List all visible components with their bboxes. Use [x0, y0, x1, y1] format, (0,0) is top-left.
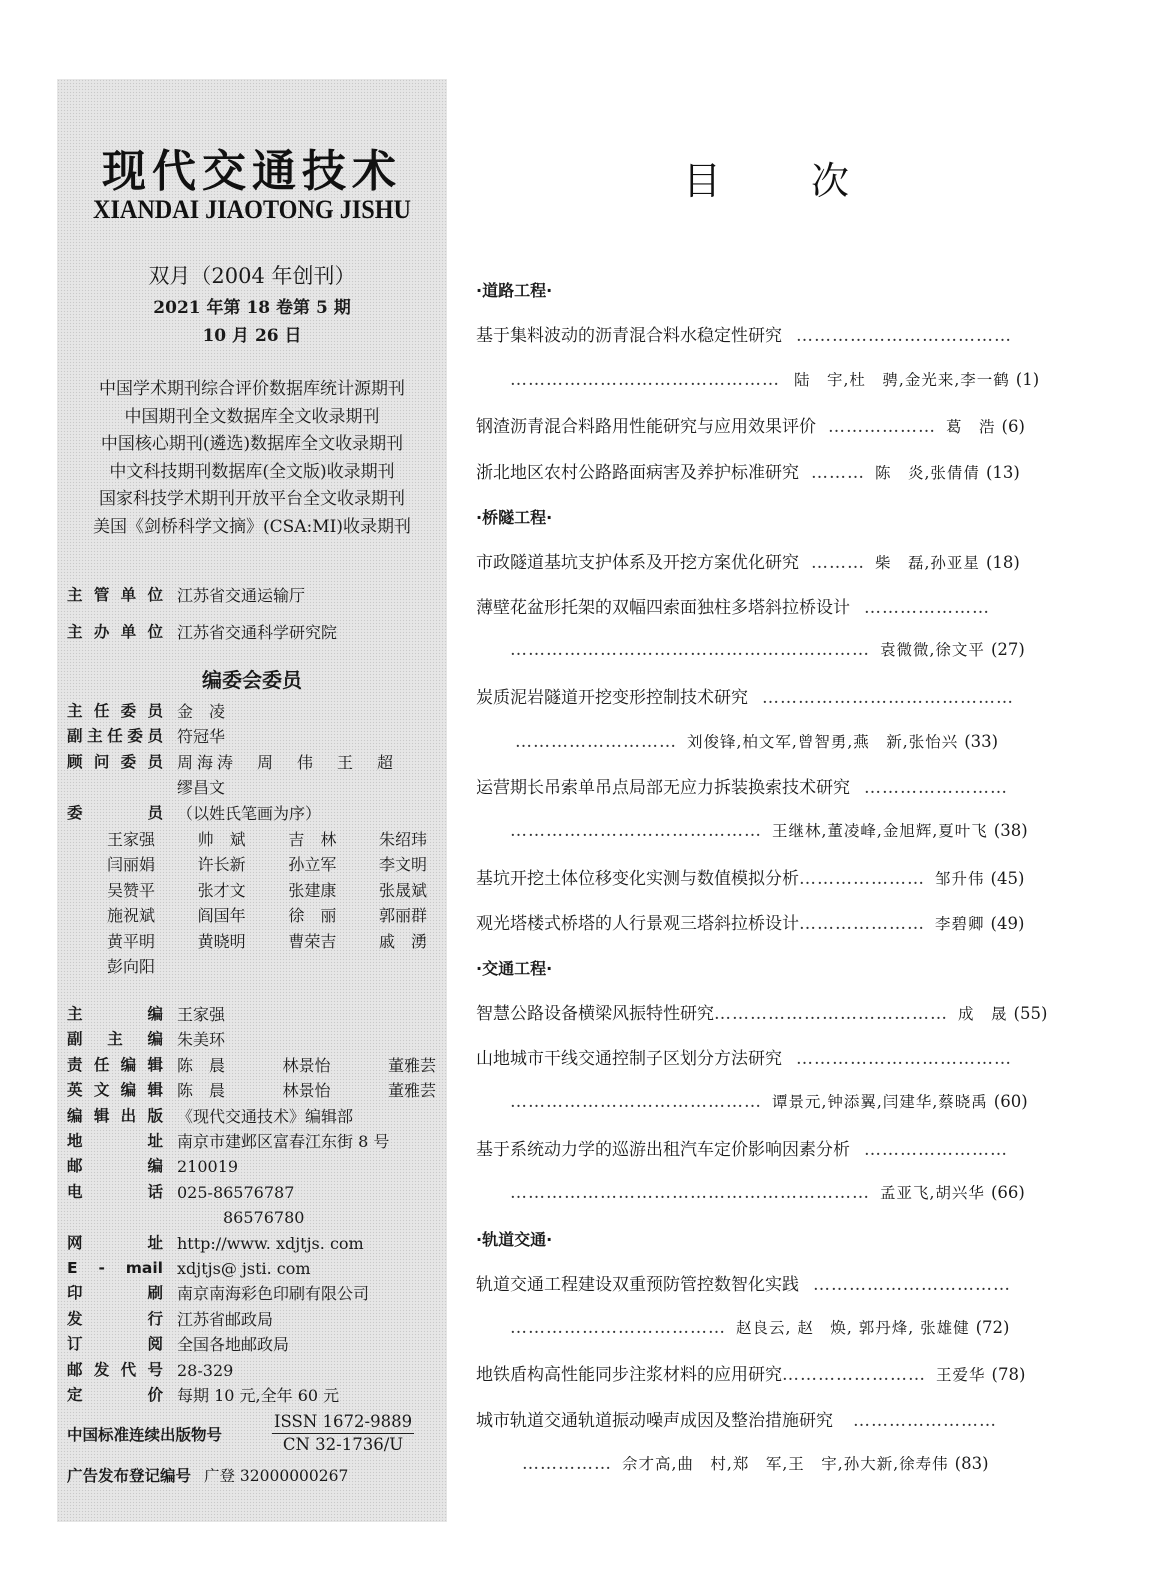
member-name: 戚 湧: [378, 931, 427, 951]
toc-entry-title[interactable]: 基于集料波动的沥青混合料水稳定性研究: [476, 326, 782, 346]
toc-title-char-1: 目: [683, 159, 722, 203]
toc-entry-cont: …………………………………………………… 袁微微,徐文平 (27): [510, 640, 1025, 660]
toc-entry-authors: 孟亚飞,胡兴华: [880, 1184, 985, 1202]
advisors-line-2: 缪昌文: [177, 778, 226, 798]
toc-entry-authors: 陆 宇,杜 骋,金光来,李一鹤: [794, 371, 1010, 389]
email-label: E - mail: [67, 1259, 163, 1278]
indexing-list: [57, 376, 447, 541]
toc-entry[interactable]: 运营期长吊索单吊点局部无应力拆装换索技术研究 ……………………: [476, 773, 1008, 798]
supervisor: 江苏省交通运输厅: [177, 586, 306, 605]
toc-entry-title[interactable]: 市政隧道基坑支护体系及开挖方案优化研究: [476, 553, 799, 573]
director: 金 凌: [177, 702, 226, 721]
resp-editors: [177, 1053, 442, 1078]
toc-entry-page: (72): [975, 1318, 1010, 1337]
publisher-label: 编 辑 出 版: [67, 1106, 163, 1125]
advisor-label: 顾 问 委 员: [67, 752, 163, 771]
toc-entry-page: (1): [1015, 370, 1040, 389]
ad-number: 广登 32000000267: [203, 1467, 349, 1485]
toc-entry-page: (13): [985, 463, 1020, 482]
toc-title: [683, 150, 849, 205]
member-name: 张才文: [197, 880, 246, 900]
section-heading: ·道路工程·: [476, 281, 553, 300]
members-note: （以姓氏笔画为序）: [177, 803, 322, 823]
en-editor: 董雅芸: [387, 1081, 436, 1101]
print-label: 印 刷: [67, 1284, 163, 1303]
toc-entry-authors: 刘俊锋,柏文军,曾智勇,燕 新,张怡兴: [687, 733, 959, 751]
zip: 210019: [177, 1157, 239, 1177]
phone-2: 86576780: [223, 1208, 305, 1228]
resp-editor: 董雅芸: [387, 1055, 436, 1075]
toc-entry-page: (18): [985, 553, 1020, 572]
en-editor: 陈 晨: [177, 1081, 226, 1101]
phone-label: 电 话: [67, 1182, 163, 1201]
toc-entry-authors: 邹升伟: [935, 870, 985, 888]
issue-date: 10 月 26 日: [202, 326, 302, 346]
toc-entry-page: (45): [990, 869, 1025, 888]
en-editors: [177, 1078, 442, 1103]
toc-entry-title[interactable]: 钢渣沥青混合料路用性能研究与应用效果评价: [476, 417, 816, 437]
toc-entry-cont: ……………………………… 赵良云, 赵 焕, 郭丹烽, 张雄健 (72): [510, 1318, 1010, 1338]
member-name: 许长新: [197, 855, 246, 875]
toc-entry-authors: 李碧卿: [935, 915, 985, 933]
toc-entry-page: (66): [990, 1183, 1025, 1202]
vice-director: 符冠华: [177, 727, 226, 747]
zip-label: 邮 编: [67, 1157, 163, 1176]
ad-registration: [67, 1464, 348, 1486]
toc-entry-cont: …………………………………………………… 孟亚飞,胡兴华 (66): [510, 1183, 1025, 1203]
member-name: 朱绍玮: [378, 830, 427, 849]
indexing-item: 国家科技学术期刊开放平台全文收录期刊: [99, 489, 405, 509]
cn-number: CN 32-1736/U: [282, 1435, 404, 1454]
resp-editor: 林景怡: [282, 1055, 331, 1075]
indexing-item: 中文科技期刊数据库(全文版)收录期刊: [109, 461, 395, 482]
toc-entry[interactable]: 市政隧道基坑支护体系及开挖方案优化研究 ……… 柴 磊,孙亚星 (18): [476, 548, 1020, 573]
member-name: 阎国年: [197, 906, 246, 926]
postcode: 28-329: [177, 1360, 234, 1380]
toc-entry-title[interactable]: 山地城市干线交通控制子区划分方法研究: [476, 1049, 782, 1069]
address-label: 地 址: [67, 1132, 163, 1151]
toc-entry-cont: …………… 佘才高,曲 村,郑 军,王 宇,孙大新,徐寿伟 (83): [522, 1454, 989, 1474]
sponsor-label: 主 办 单 位: [67, 623, 163, 641]
serial-fraction: [272, 1411, 414, 1456]
member-name: 黄晓明: [197, 931, 246, 951]
staff-info: [67, 1002, 442, 1409]
member-row: [107, 852, 427, 877]
member-name: 黄平明: [107, 931, 156, 951]
board-list: [67, 699, 442, 826]
website: http://www. xdjtjs. com: [177, 1233, 364, 1253]
price-label: 定 价: [67, 1386, 163, 1405]
toc-entry-authors: 葛 浩: [946, 418, 996, 436]
web-label: 网 址: [67, 1233, 163, 1252]
section-heading: ·轨道交通·: [476, 1230, 553, 1249]
resp-editor-label: 责 任 编 辑: [67, 1055, 163, 1074]
resp-editor: 陈 晨: [177, 1055, 226, 1075]
member-row: [107, 827, 427, 852]
toc-entry-authors: 佘才高,曲 村,郑 军,王 宇,孙大新,徐寿伟: [622, 1455, 949, 1473]
toc-entry[interactable]: 基于集料波动的沥青混合料水稳定性研究 ………………………………: [476, 321, 1012, 346]
member-name: 施祝斌: [107, 906, 156, 926]
toc-entry[interactable]: 基坑开挖土体位移变化实测与数值模拟分析 ………………… 邹升伟 (45): [476, 864, 1024, 889]
subscription: 全国各地邮政局: [177, 1335, 290, 1355]
sponsor: 江苏省交通科学研究院: [177, 623, 338, 642]
journal-title-en: XIANDAI JIAOTONG JISHU: [92, 195, 411, 224]
toc-entry[interactable]: 钢渣沥青混合料路用性能研究与应用效果评价 ……………… 葛 浩 (6): [476, 412, 1025, 437]
toc-entry-page: (49): [990, 914, 1025, 933]
toc-entry[interactable]: 地铁盾构高性能同步注浆材料的应用研究 …………………… 王爱华 (78): [476, 1360, 1025, 1385]
toc-entry-authors: 陈 炎,张倩倩: [875, 464, 980, 482]
indexing-item: 美国《剑桥科学文摘》(CSA:MI)收录期刊: [92, 516, 412, 537]
toc-entry-title[interactable]: 薄壁花盆形托架的双幅四索面独柱多塔斜拉桥设计: [476, 598, 850, 618]
member-name: 曹荣吉: [288, 931, 337, 951]
en-editor: 林景怡: [282, 1081, 331, 1101]
indexing-item: 中国期刊全文数据库全文收录期刊: [124, 406, 380, 427]
indexing-item: 中国核心期刊(遴选)数据库全文收录期刊: [100, 434, 404, 454]
toc-entry[interactable]: 轨道交通工程建设双重预防管控数智化实践 ……………………………: [476, 1270, 1011, 1295]
member-name: 帅 斌: [197, 830, 246, 849]
board-title: 编委会委员: [202, 668, 302, 692]
toc-entry-page: (33): [964, 732, 999, 751]
toc-title-char-2: 次: [811, 159, 850, 203]
indexing-item: 中国学术期刊综合评价数据库统计源期刊: [99, 379, 405, 399]
toc-entry-cont: ……………………………………… 陆 宇,杜 骋,金光来,李一鹤 (1): [510, 370, 1040, 390]
member-name: 张晟斌: [378, 880, 427, 900]
member-row: [107, 929, 427, 954]
toc-entry-title[interactable]: 地铁盾构高性能同步注浆材料的应用研究: [476, 1365, 782, 1385]
toc-entry-authors: 袁微微,徐文平: [880, 641, 985, 659]
toc-entry-page: (6): [1001, 417, 1025, 436]
address: 南京市建邺区富春江东街 8 号: [177, 1132, 390, 1152]
toc-entry-authors: 王继林,董凌峰,金旭辉,夏叶飞: [772, 822, 988, 840]
email: xdjtjs@ jsti. com: [177, 1259, 311, 1279]
toc-entry-page: (38): [993, 821, 1028, 840]
toc-entry-title[interactable]: 观光塔楼式桥塔的人行景观三塔斜拉桥设计: [476, 914, 799, 934]
issn: ISSN 1672-9889: [272, 1411, 414, 1434]
en-editor-label: 英 文 编 辑: [67, 1081, 163, 1100]
toc-entry-title[interactable]: 浙北地区农村公路路面病害及养护标准研究: [476, 463, 799, 483]
toc-entry[interactable]: 基于系统动力学的巡游出租汽车定价影响因素分析 ……………………: [476, 1135, 1008, 1160]
member-name: 王家强: [107, 830, 156, 849]
toc-entry-title[interactable]: 基坑开挖土体位移变化实测与数值模拟分析: [476, 869, 799, 889]
member-name: 闫丽娟: [107, 855, 156, 875]
toc-entry-title[interactable]: 智慧公路设备横梁风振特性研究: [476, 1004, 714, 1024]
toc-entry[interactable]: 山地城市干线交通控制子区划分方法研究 ………………………………: [476, 1044, 1012, 1069]
journal-title-cn: 现代交通技术: [102, 146, 402, 197]
distributor: 江苏省邮政局: [177, 1309, 274, 1329]
toc-entry[interactable]: 城市轨道交通轨道振动噪声成因及整治措施研究 ……………………: [476, 1406, 997, 1431]
toc-entry-title[interactable]: 炭质泥岩隧道开挖变形控制技术研究: [476, 688, 748, 708]
editor: 王家强: [177, 1005, 226, 1024]
toc-entry-title[interactable]: 轨道交通工程建设双重预防管控数智化实践: [476, 1275, 799, 1295]
organization-info: [67, 577, 442, 651]
deputy-editor: 朱美环: [177, 1030, 226, 1050]
printer: 南京南海彩色印刷有限公司: [177, 1284, 370, 1304]
member-name: 孙立军: [288, 855, 337, 875]
member-name: 徐 丽: [288, 906, 337, 926]
ad-label: 广告发布登记编号: [67, 1467, 192, 1485]
member-row: [107, 878, 427, 903]
toc-entry[interactable]: 智慧公路设备横梁风振特性研究 ………………………………… 成 晟 (55): [476, 999, 1047, 1024]
publisher: 《现代交通技术》编辑部: [177, 1106, 354, 1126]
toc-entry[interactable]: 浙北地区农村公路路面病害及养护标准研究 ……… 陈 炎,张倩倩 (13): [476, 458, 1020, 483]
toc-entry[interactable]: 薄壁花盆形托架的双幅四索面独柱多塔斜拉桥设计 …………………: [476, 593, 990, 618]
section-heading: ·桥隧工程·: [476, 508, 553, 527]
editor-label: 主 编: [67, 1005, 163, 1023]
price: 每期 10 元,全年 60 元: [177, 1386, 340, 1406]
advisors-line-1: 周海涛 周 伟 王 超: [177, 752, 398, 772]
toc-entry-title[interactable]: 运营期长吊索单吊点局部无应力拆装换索技术研究: [476, 778, 850, 798]
member-grid: [107, 827, 427, 979]
deputy-editor-label: 副 主 编: [67, 1030, 163, 1049]
director-label: 主 任 委 员: [67, 702, 163, 720]
toc-entry-authors: 成 晟: [958, 1005, 1008, 1023]
toc-entry-authors: 谭景元,钟添翼,闫建华,蔡晓禹: [772, 1093, 988, 1111]
member-name: 郭丽群: [378, 906, 427, 926]
section-heading: ·交通工程·: [476, 959, 553, 978]
toc-entry-page: (27): [990, 640, 1025, 659]
serial-label: 中国标准连续出版物号: [67, 1425, 223, 1444]
issue-number: 2021 年第 18 卷第 5 期: [153, 298, 351, 318]
member-name: 张建康: [288, 880, 337, 900]
toc-entry-cont: …………………………………… 谭景元,钟添翼,闫建华,蔡晓禹 (60): [510, 1092, 1028, 1112]
supervisor-label: 主 管 单 位: [67, 586, 163, 604]
phone-1: 025-86576787: [177, 1182, 295, 1202]
toc-entry-authors: 王爱华: [936, 1366, 986, 1384]
toc-entry-authors: 柴 磊,孙亚星: [875, 554, 980, 572]
toc-entry-cont: ……………………… 刘俊锋,柏文军,曾智勇,燕 新,张怡兴 (33): [515, 732, 999, 752]
dist-label: 发 行: [67, 1309, 163, 1328]
toc-entry-page: (83): [954, 1454, 989, 1473]
toc-entry-title[interactable]: 基于系统动力学的巡游出租汽车定价影响因素分析: [476, 1140, 850, 1160]
masthead-panel: [57, 79, 447, 1522]
toc-entry[interactable]: 炭质泥岩隧道开挖变形控制技术研究 ……………………………………: [476, 683, 1014, 708]
member-name: 吉 林: [288, 830, 337, 849]
members-label: 委 员: [67, 803, 163, 822]
toc-entry-cont: …………………………………… 王继林,董凌峰,金旭辉,夏叶飞 (38): [510, 821, 1028, 841]
toc-entry[interactable]: 观光塔楼式桥塔的人行景观三塔斜拉桥设计 ………………… 李碧卿 (49): [476, 909, 1024, 934]
toc-entry-page: (60): [993, 1092, 1028, 1111]
vice-director-label: 副 主 任 委 员: [67, 727, 163, 746]
toc-entry-page: (78): [991, 1365, 1026, 1384]
toc-entry-page: (55): [1013, 1004, 1048, 1023]
toc-entry-title[interactable]: 城市轨道交通轨道振动噪声成因及整治措施研究: [476, 1411, 833, 1431]
member-name: 李文明: [378, 855, 427, 875]
toc-entry-authors: 赵良云, 赵 焕, 郭丹烽, 张雄健: [736, 1319, 970, 1337]
postcode-label: 邮 发 代 号: [67, 1360, 163, 1379]
serial-number: [67, 1411, 437, 1456]
frequency: 双月（2004 年创刊）: [148, 264, 356, 288]
member-name: 吴赞平: [107, 880, 156, 900]
member-row: [107, 954, 427, 979]
sub-label: 订 阅: [67, 1335, 163, 1354]
member-row: [107, 903, 427, 928]
member-name: 彭向阳: [107, 957, 156, 977]
